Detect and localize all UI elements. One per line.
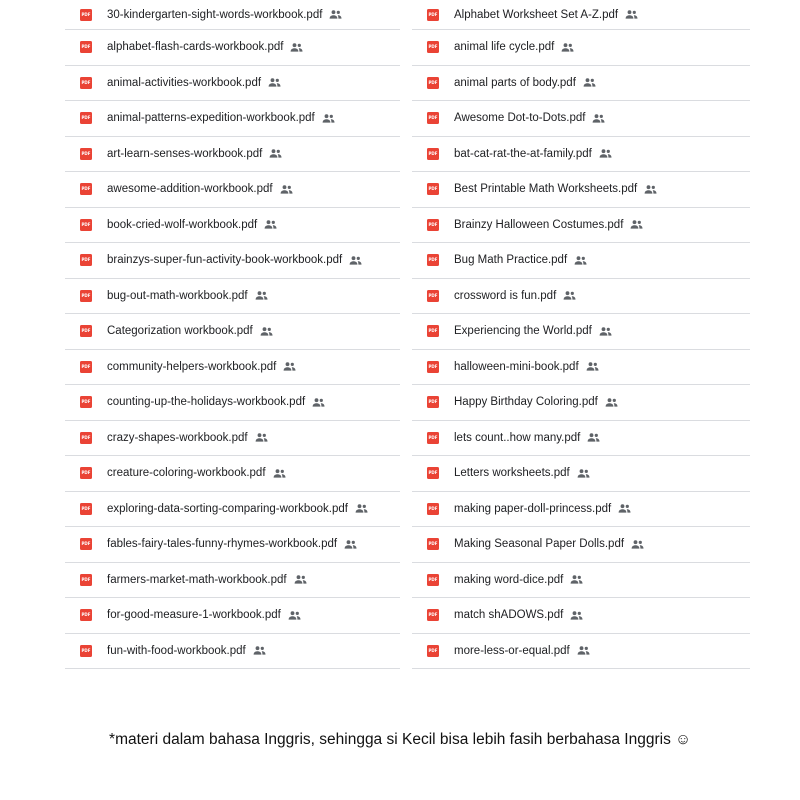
- file-row[interactable]: [412, 385, 750, 421]
- file-row[interactable]: [65, 137, 400, 173]
- file-name[interactable]: community-helpers-workbook.pdf: [107, 360, 277, 373]
- pdf-file-icon: PDF: [427, 148, 439, 160]
- caption-text: *materi dalam bahasa Inggris, sehingga si Kecil bisa lebih fasih berbahasa Inggris ☺: [109, 731, 691, 748]
- file-name[interactable]: crossword is fun.pdf: [454, 289, 557, 302]
- pdf-file-icon: PDF: [80, 396, 92, 408]
- shared-people-icon: [268, 78, 281, 87]
- pdf-file-icon: PDF: [80, 609, 92, 621]
- file-name[interactable]: brainzys-super-fun-activity-book-workbook.pdf: [107, 254, 343, 267]
- shared-people-icon: [322, 114, 335, 123]
- file-name[interactable]: Categorization workbook.pdf: [107, 325, 253, 338]
- shared-people-icon: [260, 327, 273, 336]
- file-row[interactable]: [412, 350, 750, 386]
- file-name[interactable]: Best Printable Math Worksheets.pdf: [454, 183, 638, 196]
- shared-people-icon: [625, 10, 638, 19]
- shared-people-icon: [630, 220, 643, 229]
- pdf-file-icon: PDF: [80, 112, 92, 124]
- file-row[interactable]: [412, 208, 750, 244]
- shared-people-icon: [269, 149, 282, 158]
- file-row[interactable]: [65, 421, 400, 457]
- file-name[interactable]: lets count..how many.pdf: [454, 431, 581, 444]
- file-name[interactable]: exploring-data-sorting-comparing-workbook.pdf: [107, 502, 348, 515]
- file-name[interactable]: 30-kindergarten-sight-words-workbook.pdf: [107, 8, 323, 21]
- pdf-file-icon: PDF: [427, 645, 439, 657]
- file-name[interactable]: for-good-measure-1-workbook.pdf: [107, 609, 281, 622]
- file-row[interactable]: [412, 456, 750, 492]
- pdf-file-icon: PDF: [80, 503, 92, 515]
- file-row[interactable]: [65, 598, 400, 634]
- shared-people-icon: [561, 43, 574, 52]
- shared-people-icon: [574, 256, 587, 265]
- file-name[interactable]: farmers-market-math-workbook.pdf: [107, 573, 287, 586]
- file-row[interactable]: [65, 527, 400, 563]
- shared-people-icon: [288, 611, 301, 620]
- pdf-file-icon: PDF: [80, 77, 92, 89]
- shared-people-icon: [583, 78, 596, 87]
- pdf-file-icon: PDF: [80, 645, 92, 657]
- shared-people-icon: [577, 469, 590, 478]
- file-list-right-column: [412, 0, 750, 669]
- pdf-file-icon: PDF: [427, 112, 439, 124]
- shared-people-icon: [355, 504, 368, 513]
- file-row[interactable]: [412, 137, 750, 173]
- file-name[interactable]: bug-out-math-workbook.pdf: [107, 289, 248, 302]
- shared-people-icon: [587, 433, 600, 442]
- file-name[interactable]: Happy Birthday Coloring.pdf: [454, 396, 598, 409]
- pdf-file-icon: PDF: [80, 538, 92, 550]
- file-row[interactable]: [65, 385, 400, 421]
- shared-people-icon: [329, 10, 342, 19]
- shared-people-icon: [631, 540, 644, 549]
- pdf-file-icon: PDF: [427, 9, 439, 21]
- file-row[interactable]: [65, 66, 400, 102]
- pdf-file-icon: PDF: [80, 219, 92, 231]
- file-row[interactable]: [65, 634, 400, 670]
- file-row[interactable]: [65, 492, 400, 528]
- pdf-file-icon: PDF: [80, 467, 92, 479]
- shared-people-icon: [349, 256, 362, 265]
- pdf-file-icon: PDF: [80, 9, 92, 21]
- shared-people-icon: [273, 469, 286, 478]
- shared-people-icon: [599, 327, 612, 336]
- shared-people-icon: [312, 398, 325, 407]
- shared-people-icon: [294, 575, 307, 584]
- file-name[interactable]: making word-dice.pdf: [454, 573, 564, 586]
- file-name[interactable]: halloween-mini-book.pdf: [454, 360, 579, 373]
- file-row[interactable]: [65, 314, 400, 350]
- file-row[interactable]: [412, 527, 750, 563]
- file-row[interactable]: [412, 30, 750, 66]
- shared-people-icon: [570, 575, 583, 584]
- file-name[interactable]: creature-coloring-workbook.pdf: [107, 467, 266, 480]
- file-row[interactable]: [412, 0, 750, 30]
- file-row[interactable]: [412, 563, 750, 599]
- file-row[interactable]: [412, 598, 750, 634]
- file-name[interactable]: Brainzy Halloween Costumes.pdf: [454, 218, 624, 231]
- file-name[interactable]: art-learn-senses-workbook.pdf: [107, 147, 263, 160]
- file-name[interactable]: animal life cycle.pdf: [454, 41, 555, 54]
- file-name[interactable]: animal-activities-workbook.pdf: [107, 76, 262, 89]
- shared-people-icon: [255, 291, 268, 300]
- shared-people-icon: [618, 504, 631, 513]
- file-name[interactable]: Letters worksheets.pdf: [454, 467, 570, 480]
- file-row[interactable]: [412, 66, 750, 102]
- pdf-file-icon: PDF: [427, 290, 439, 302]
- shared-people-icon: [280, 185, 293, 194]
- shared-people-icon: [586, 362, 599, 371]
- file-name[interactable]: making paper-doll-princess.pdf: [454, 502, 612, 515]
- shared-people-icon: [592, 114, 605, 123]
- pdf-file-icon: PDF: [80, 183, 92, 195]
- file-row[interactable]: [65, 456, 400, 492]
- pdf-file-icon: PDF: [80, 574, 92, 586]
- file-list-left-column: [65, 0, 400, 669]
- shared-people-icon: [605, 398, 618, 407]
- file-name[interactable]: Bug Math Practice.pdf: [454, 254, 568, 267]
- shared-people-icon: [283, 362, 296, 371]
- file-name[interactable]: fables-fairy-tales-funny-rhymes-workbook.pdf: [107, 538, 338, 551]
- shared-people-icon: [570, 611, 583, 620]
- file-row[interactable]: [412, 172, 750, 208]
- shared-people-icon: [644, 185, 657, 194]
- shared-people-icon: [253, 646, 266, 655]
- pdf-file-icon: PDF: [427, 396, 439, 408]
- file-row[interactable]: [412, 243, 750, 279]
- shared-people-icon: [264, 220, 277, 229]
- pdf-file-icon: PDF: [427, 467, 439, 479]
- file-row[interactable]: [412, 279, 750, 315]
- file-name[interactable]: crazy-shapes-workbook.pdf: [107, 431, 248, 444]
- file-row[interactable]: [65, 172, 400, 208]
- file-row[interactable]: [65, 350, 400, 386]
- pdf-file-icon: PDF: [427, 609, 439, 621]
- file-name[interactable]: animal-patterns-expedition-workbook.pdf: [107, 112, 315, 125]
- pdf-file-icon: PDF: [427, 77, 439, 89]
- pdf-file-icon: PDF: [80, 432, 92, 444]
- file-name[interactable]: Making Seasonal Paper Dolls.pdf: [454, 538, 625, 551]
- shared-people-icon: [577, 646, 590, 655]
- shared-people-icon: [563, 291, 576, 300]
- file-name[interactable]: animal parts of body.pdf: [454, 76, 576, 89]
- pdf-file-icon: PDF: [427, 183, 439, 195]
- file-name[interactable]: Experiencing the World.pdf: [454, 325, 592, 338]
- pdf-file-icon: PDF: [80, 254, 92, 266]
- file-name[interactable]: bat-cat-rat-the-at-family.pdf: [454, 147, 592, 160]
- pdf-file-icon: PDF: [427, 361, 439, 373]
- file-row[interactable]: [65, 101, 400, 137]
- shared-people-icon: [344, 540, 357, 549]
- file-name[interactable]: counting-up-the-holidays-workbook.pdf: [107, 396, 306, 409]
- file-row[interactable]: [412, 421, 750, 457]
- shared-people-icon: [290, 43, 303, 52]
- file-row[interactable]: [412, 101, 750, 137]
- file-row[interactable]: [412, 314, 750, 350]
- file-name[interactable]: fun-with-food-workbook.pdf: [107, 644, 246, 657]
- pdf-file-icon: PDF: [427, 325, 439, 337]
- file-row[interactable]: [65, 208, 400, 244]
- pdf-file-icon: PDF: [80, 41, 92, 53]
- file-row[interactable]: [65, 30, 400, 66]
- shared-people-icon: [599, 149, 612, 158]
- file-name[interactable]: match shADOWS.pdf: [454, 609, 564, 622]
- pdf-file-icon: PDF: [427, 432, 439, 444]
- file-row[interactable]: [65, 0, 400, 30]
- file-row[interactable]: [412, 634, 750, 670]
- pdf-file-icon: PDF: [427, 574, 439, 586]
- pdf-file-icon: PDF: [80, 148, 92, 160]
- shared-people-icon: [255, 433, 268, 442]
- pdf-file-icon: PDF: [80, 361, 92, 373]
- pdf-file-icon: PDF: [427, 41, 439, 53]
- file-name[interactable]: Alphabet Worksheet Set A-Z.pdf: [454, 8, 619, 21]
- pdf-file-icon: PDF: [427, 503, 439, 515]
- file-name[interactable]: book-cried-wolf-workbook.pdf: [107, 218, 258, 231]
- pdf-file-icon: PDF: [427, 254, 439, 266]
- file-row[interactable]: [65, 279, 400, 315]
- file-name[interactable]: alphabet-flash-cards-workbook.pdf: [107, 41, 284, 54]
- pdf-file-icon: PDF: [80, 290, 92, 302]
- file-row[interactable]: [412, 492, 750, 528]
- file-name[interactable]: Awesome Dot-to-Dots.pdf: [454, 112, 586, 125]
- file-row[interactable]: [65, 563, 400, 599]
- pdf-file-icon: PDF: [80, 325, 92, 337]
- pdf-file-icon: PDF: [427, 538, 439, 550]
- pdf-file-icon: PDF: [427, 219, 439, 231]
- file-name[interactable]: awesome-addition-workbook.pdf: [107, 183, 273, 196]
- file-row[interactable]: [65, 243, 400, 279]
- file-name[interactable]: more-less-or-equal.pdf: [454, 644, 570, 657]
